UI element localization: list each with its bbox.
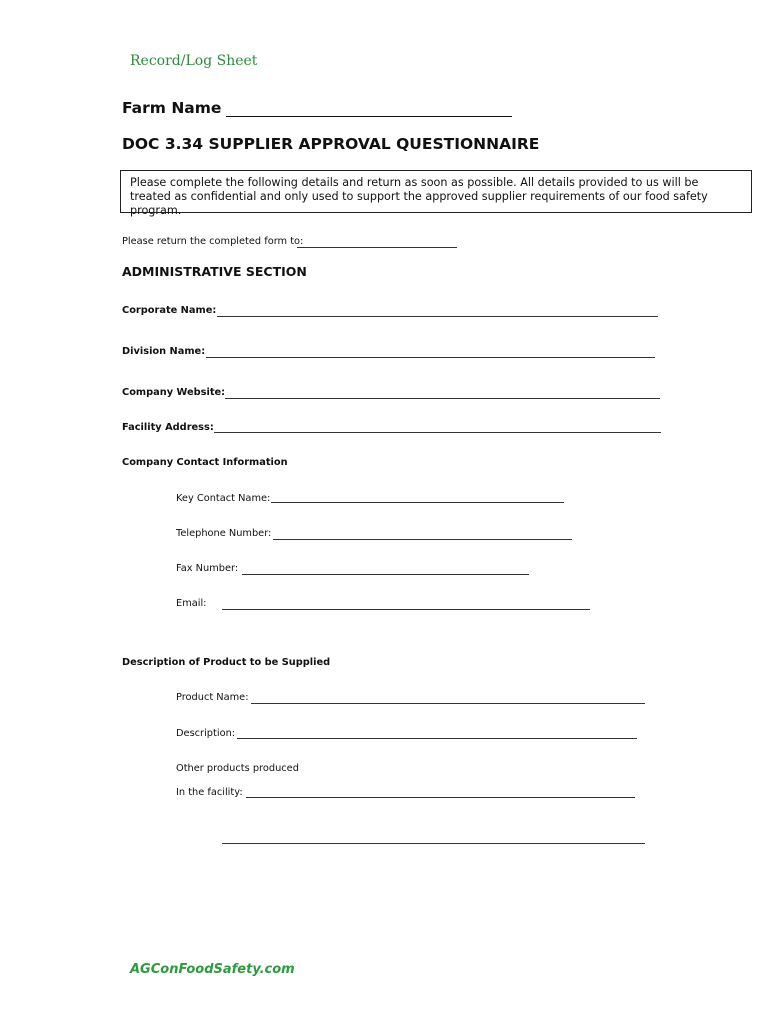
instructions-text: Please complete the following details and return as soon as possible. All details provided to us will be treated as confidential and only used to support the approved supplier requirements of our food safety program. bbox=[130, 176, 708, 217]
in-facility-extra-field[interactable] bbox=[222, 843, 645, 844]
return-form-field[interactable] bbox=[297, 247, 457, 248]
other-products-label: Other products produced bbox=[176, 763, 299, 774]
email-label: Email: bbox=[176, 598, 207, 609]
record-log-sheet-tag: Record/Log Sheet bbox=[130, 53, 258, 69]
company-website-label: Company Website: bbox=[122, 387, 226, 398]
product-section-heading: Description of Product to be Supplied bbox=[122, 657, 331, 668]
fax-label: Fax Number: bbox=[176, 563, 239, 574]
division-name-field[interactable] bbox=[206, 357, 655, 358]
key-contact-label: Key Contact Name: bbox=[176, 493, 271, 504]
administrative-section-heading: ADMINISTRATIVE SECTION bbox=[122, 264, 307, 279]
key-contact-field[interactable] bbox=[271, 502, 564, 503]
telephone-field[interactable] bbox=[273, 539, 572, 540]
farm-name-label: Farm Name bbox=[122, 99, 222, 117]
company-contact-heading: Company Contact Information bbox=[122, 457, 288, 468]
fax-field[interactable] bbox=[242, 574, 529, 575]
product-name-label: Product Name: bbox=[176, 692, 249, 703]
instructions-box bbox=[120, 170, 752, 217]
description-label: Description: bbox=[176, 728, 236, 739]
corporate-name-field[interactable] bbox=[217, 316, 658, 317]
return-form-label: Please return the completed form to: bbox=[122, 236, 304, 247]
facility-address-field[interactable] bbox=[214, 432, 661, 433]
product-name-field[interactable] bbox=[251, 703, 645, 704]
farm-name-field[interactable] bbox=[226, 116, 512, 117]
corporate-name-label: Corporate Name: bbox=[122, 305, 217, 316]
company-website-field[interactable] bbox=[225, 398, 660, 399]
description-field[interactable] bbox=[237, 738, 637, 739]
in-facility-label: In the facility: bbox=[176, 787, 243, 798]
in-facility-field[interactable] bbox=[246, 797, 635, 798]
footer-website: AGConFoodSafety.com bbox=[130, 962, 295, 977]
telephone-label: Telephone Number: bbox=[176, 528, 272, 539]
document-title: DOC 3.34 SUPPLIER APPROVAL QUESTIONNAIRE bbox=[122, 135, 540, 153]
division-name-label: Division Name: bbox=[122, 346, 206, 357]
facility-address-label: Facility Address: bbox=[122, 422, 214, 433]
email-field[interactable] bbox=[222, 609, 590, 610]
